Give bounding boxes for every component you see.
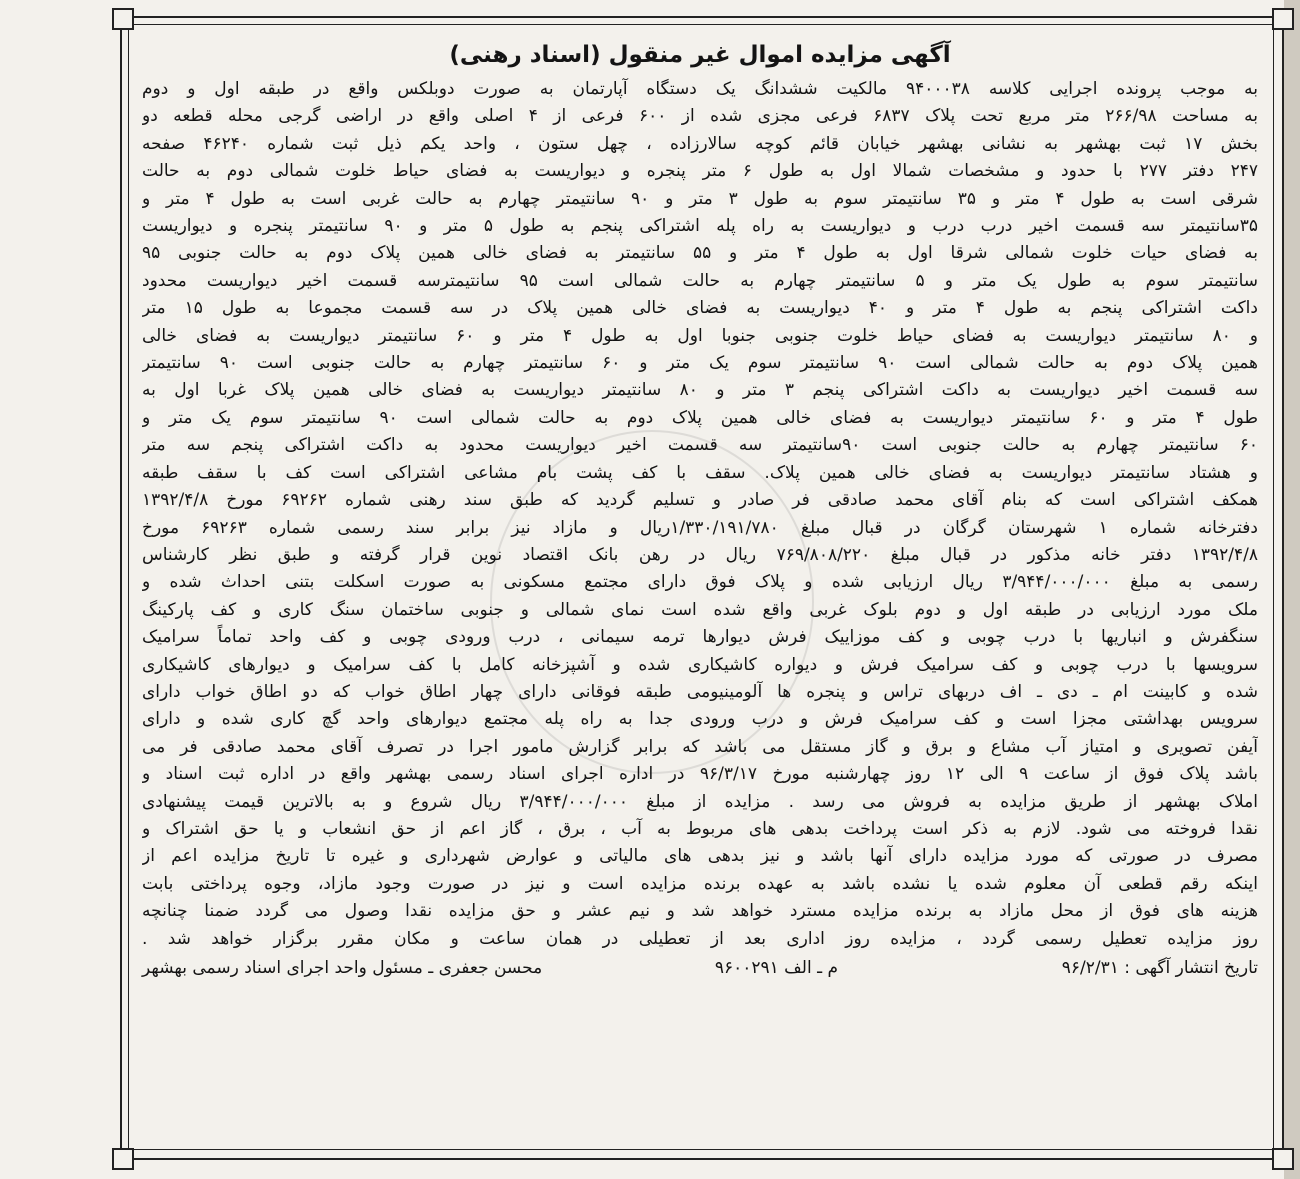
notice-line: همین پلاک دوم به حالت شمالی است ۹۰ سانتیمتر سوم یک متر و ۶۰ سانتیمتر چهارم به حالت جنوبی است ۹۰ سانتیمتر: [142, 353, 1258, 374]
notice-line: مصرف در صورتی که مورد مزایده دارای آنها باشد و نیز بدهی های مالیاتی و عوارض شهرداری و غیره تا تاریخ مزایده اعم از: [142, 846, 1258, 867]
notice-title: آگهی مزایده اموال غیر منقول (اسناد رهنی): [449, 42, 951, 68]
notice-line: همکف اشتراکی است که بنام آقای محمد صادقی فر صادر و تسلیم گردید که طبق سند رهنی شماره ۶۹۲۶۲ مورخ ۱۳۹۲/۴/۸: [142, 490, 1258, 511]
notice-body: [142, 76, 1258, 953]
notice-line: سه قسمت اخیر دیواریست به داکت اشتراکی پنجم ۳ متر و ۸۰ سانتیمتر دیواریست به فضای خالی همین پلاک غربا اول به: [142, 380, 1258, 401]
notice-line: روز مزایده تعطیل رسمی گردد ، مزایده روز اداری بعد از تعطیلی در همان ساعت و مکان مقرر برگزار خواهد شد .: [142, 928, 1258, 949]
notice-line: داکت اشتراکی پنجم به طول ۴ متر و ۴۰ دیواریست به فضای خالی همین پلاک در سه قسمت مجموعا به طول ۱۵ متر: [142, 298, 1258, 319]
adjacent-column-edge: [1284, 0, 1300, 1179]
notice-line: ۲۴۷ دفتر ۲۷۷ با حدود و مشخصات شمالا اول به طول ۶ متر پنجره و دیواریست به فضای حیاط خلوت شمالی دوم به حالت: [142, 161, 1258, 182]
notice-line: هزینه های فوق از محل مازاد به برنده مزایده مسترد خواهد شد و نیم عشر و حق مزایده نقدا وصول می گردد ضمنا چنانچه: [142, 901, 1258, 922]
notice-line: ملک مورد ارزیابی در طبقه اول و دوم بلوک غربی واقع شده است نمای شمالی و جنوبی ساختمان سنگ کاری و کف پارکینگ: [142, 599, 1258, 620]
frame-corner-ornament: [112, 8, 134, 30]
frame-corner-ornament: [1272, 1148, 1294, 1170]
notice-line: ۶۰ سانتیمتر چهارم به حالت جنوبی است ۹۰سانتیمتر سه قسمت اخیر دیواریست محدود به داکت اشتراکی پنجم سه متر: [142, 435, 1258, 456]
notice-line: باشد پلاک فوق از ساعت ۹ الی ۱۲ روز چهارشنبه مورخ ۹۶/۳/۱۷ در اداره اجرای اسناد رسمی بهشهر واقع در اداره ثبت اسناد و: [142, 764, 1258, 785]
notice-line: نقدا فروخته می شود. لازم به ذکر است پرداخت بدهی های مربوط به آب ، برق ، گاز اعم از حق انشعاب و یا حق اشتراک و: [142, 818, 1258, 839]
notice-line: ۱۳۹۲/۴/۸ دفتر خانه مذکور در قبال مبلغ ۷۶۹/۸۰۸/۲۲۰ ریال در رهن بانک اقتصاد نوین قرار گرفته و طبق نظر کارشناس: [142, 544, 1258, 565]
notice-line: رسمی به مبلغ ۳/۹۴۴/۰۰۰/۰۰۰ ریال ارزیابی شده و پلاک فوق دارای مجتمع مسکونی به صورت اسکلت بتنی احداث شده و: [142, 572, 1258, 593]
frame-corner-ornament: [112, 1148, 134, 1170]
notice-line: و ۸۰ سانتیمتر دیواریست به فضای حیاط خلوت جنوبی جنوبا اول به طول ۴ متر و ۶۰ سانتیمتر دیواریست به فضای خالی: [142, 325, 1258, 346]
notice-line: سرویس بهداشتی مجزا است و کف سرامیک فرش و درب ورودی جدا به راه پله مجتمع دیوارهای واحد گچ کاری شده و دارای: [142, 709, 1258, 730]
notice-line: دفترخانه شماره ۱ شهرستان گرگان در قبال مبلغ ۱/۳۳۰/۱۹۱/۷۸۰ریال و مازاد نیز برابر سند رسمی شماره ۶۹۲۶۳ مورخ: [142, 517, 1258, 538]
reference-number: م ـ الف ۹۶۰۰۲۹۱: [714, 958, 838, 978]
notice-line: سرویسها با درب چوبی و کف سرامیک فرش و دیواره کاشیکاری شده و آشپزخانه کامل با کف سرامیک و دیوارهای کاشیکاری: [142, 654, 1258, 675]
notice-line: شده و کابینت ام ـ دی ـ اف دربهای تراس و پنجره ها آلومینیومی طبقه فوقانی دارای چهار اطاق خواب که دو اطاق خواب دارای: [142, 681, 1258, 702]
notice-line: اینکه رقم قطعی آن معلوم شده یا نشده باشد به عهده برنده مزایده است و نیز در صورت وجود مازاد، وجوه پرداختی بابت: [142, 873, 1258, 894]
notice-line: به موجب پرونده اجرایی کلاسه ۹۴۰۰۰۳۸ مالکیت ششدانگ یک دستگاه آپارتمان به صورت دوبلکس واقع در طبقه اول و دوم: [142, 79, 1258, 99]
notice-line: به مساحت ۲۶۶/۹۸ متر مربع تحت پلاک ۶۸۳۷ فرعی مجزی شده از ۶۰۰ فرعی از ۴ اصلی واقع در اراضی گرجی محله قطعه دو: [142, 106, 1258, 127]
notice-line: ۳۵سانتیمتر سه قسمت اخیر درب درب و دیواریست به راه پله اشتراکی پنجم به طول ۵ متر و ۹۰ سانتیمتر پنجره و دیواریست: [142, 216, 1258, 237]
publication-date: تاریخ انتشار آگهی : ۹۶/۲/۳۱: [1061, 958, 1258, 978]
notice-line: بخش ۱۷ ثبت بهشهر به نشانی بهشهر خیابان قائم کوچه سالارزاده ، چهل ستون ، واحد یکم ذیل ثبت شماره ۴۶۲۴۰ صفحه: [142, 133, 1258, 154]
frame-corner-ornament: [1272, 8, 1294, 30]
notice-line: شرقی است به طول ۴ متر و ۳۵ سانتیمتر سوم به طول ۳ متر و ۹۰ سانتیمتر چهارم به حالت غربی است به طول ۴ متر و: [142, 188, 1258, 209]
notice-line: املاک بهشهر از طریق مزایده به فروش می رسد . مزایده از مبلغ ۳/۹۴۴/۰۰۰/۰۰۰ ریال شروع و به بالاترین قیمت پیشنهادی: [142, 791, 1258, 812]
notice-line: و هشتاد سانتیمتر دیواریست به فضای خالی همین پلاک. سقف با کف پشت بام مشاعی اشتراکی است کف با سقف طبقه: [142, 462, 1258, 483]
notice-footer: [142, 955, 1258, 985]
notice-line: آیفن تصویری و امتیاز آب مشاع و برق و گاز مستقل می باشد که برابر گزارش مامور اجرا در تصرف آقای محمد صادقی فر می: [142, 736, 1258, 757]
signatory: محسن جعفری ـ مسئول واحد اجرای اسناد رسمی بهشهر: [142, 958, 543, 978]
notice-line: به فضای حیات خلوت شمالی شرقا اول به طول ۴ متر و ۵۵ سانتیمتر به فضای خالی همین پلاک دوم به حالت جنوبی ۹۵: [142, 243, 1258, 264]
notice-line: سانتیمتر سوم به طول یک متر و ۵ سانتیمتر چهارم به حالت شمالی است ۹۵ سانتیمترسه قسمت اخیر دیواریست محدود: [142, 270, 1258, 291]
notice-line: سنگفرش و انباریها با درب چوبی و کف موزاییک فرش دیوارها ترمه سیمانی ، درب ورودی چوبی و کف واحد تماماً سرامیک: [142, 627, 1258, 648]
notice-line: طول ۴ متر و ۶۰ سانتیمتر دیواریست به فضای خالی همین پلاک دوم به حالت شمالی است ۹۰ سانتیمتر سوم یک متر و: [142, 407, 1258, 428]
auction-notice: [142, 38, 1258, 1138]
